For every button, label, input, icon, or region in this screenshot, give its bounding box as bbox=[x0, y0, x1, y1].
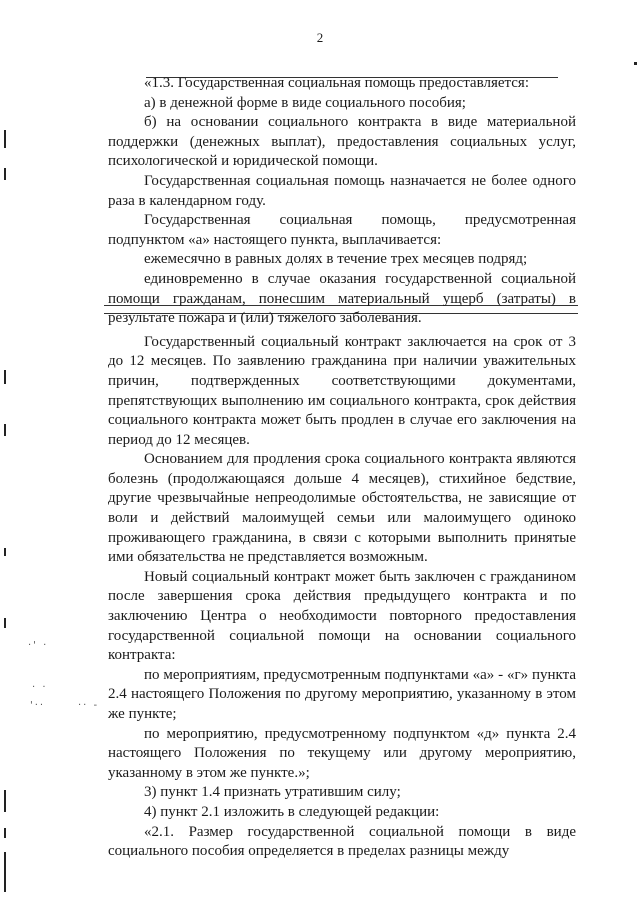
paragraph: а) в денежной форме в виде социального пособия; bbox=[144, 94, 466, 111]
paragraph: 4) пункт 2.1 изложить в следующей редакции: bbox=[144, 803, 440, 820]
paragraph: Государственный социальный контракт заключается на срок от 3 до 12 месяцев. По заявлению гражданина при наличии уважительных причин, подтвержденных соответствующими документами, препятствующих выполнению им социального контракта, срок действия социального контракта может быть продлен в случае его заключения на период до 12 месяцев. bbox=[108, 333, 576, 448]
paragraph: «1.3. Государственная социальная помощь предоставляется: bbox=[144, 75, 529, 91]
scan-speck: '·· bbox=[30, 700, 46, 711]
paragraph: по мероприятию, предусмотренному подпунктом «д» пункта 2.4 настоящего Положения по текущему или другому мероприятию, указанному в этом же пункте.»; bbox=[108, 725, 576, 781]
margin-mark bbox=[4, 790, 6, 812]
paragraph: 3) пункт 1.4 признать утратившим силу; bbox=[144, 784, 401, 801]
paragraph: Основанием для продления срока социального контракта являются болезнь (продолжающаяся дольше 4 месяцев), стихийное бедствие, другие чрезвычайные непреодолимые обстоятельства, не зависящие от воли и действий малоимущей семьи или малоимущего одиноко проживающего гражданина, в связи с которыми выполнить принятые ими обязательства не представляется возможным. bbox=[108, 451, 576, 566]
margin-mark bbox=[4, 130, 6, 148]
margin-mark bbox=[4, 168, 6, 180]
paragraph: Государственная социальная помощь назначается не более одного раза в календарном году. bbox=[108, 172, 576, 209]
scan-speck: ·· - bbox=[78, 700, 100, 711]
paragraph: по мероприятиям, предусмотренным подпунктами «а» - «г» пункта 2.4 настоящего Положения по другому мероприятию, указанному в этом же пункте; bbox=[108, 666, 576, 722]
scan-speck: ·' · bbox=[28, 640, 49, 651]
paragraph: ежемесячно в равных долях в течение трех месяцев подряд; bbox=[144, 251, 528, 268]
margin-mark bbox=[4, 424, 6, 436]
document-body bbox=[108, 74, 576, 862]
margin-mark bbox=[4, 618, 6, 628]
margin-mark bbox=[4, 852, 6, 892]
paragraph: единовременно в случае оказания государственной социальной помощи гражданам, понесшим материальный ущерб (затраты) в результате пожара и (или) тяжелого заболевания. bbox=[108, 270, 576, 327]
paragraph: б) на основании социального контракта в виде материальной поддержки (денежных выплат), предоставления социальных услуг, психологической и юридической помощи. bbox=[108, 114, 576, 170]
paragraph: Новый социальный контракт может быть заключен с гражданином после завершения срока действия предыдущего контракта и по заключению Центра о необходимости повторного предоставления государственной социальной помощи на основании социального контракта: bbox=[108, 568, 576, 664]
margin-mark bbox=[4, 548, 6, 556]
margin-mark bbox=[4, 828, 6, 838]
page-number: 2 bbox=[316, 30, 324, 45]
margin-mark bbox=[4, 370, 6, 384]
paragraph: Государственная социальная помощь, предусмотренная подпунктом «а» настоящего пункта, выплачивается: bbox=[108, 212, 576, 248]
margin-mark bbox=[634, 62, 637, 65]
paragraph: «2.1. Размер государственной социальной помощи в виде социального пособия определяется в пределах разницы между bbox=[108, 823, 576, 860]
scan-speck: · · bbox=[32, 682, 48, 693]
